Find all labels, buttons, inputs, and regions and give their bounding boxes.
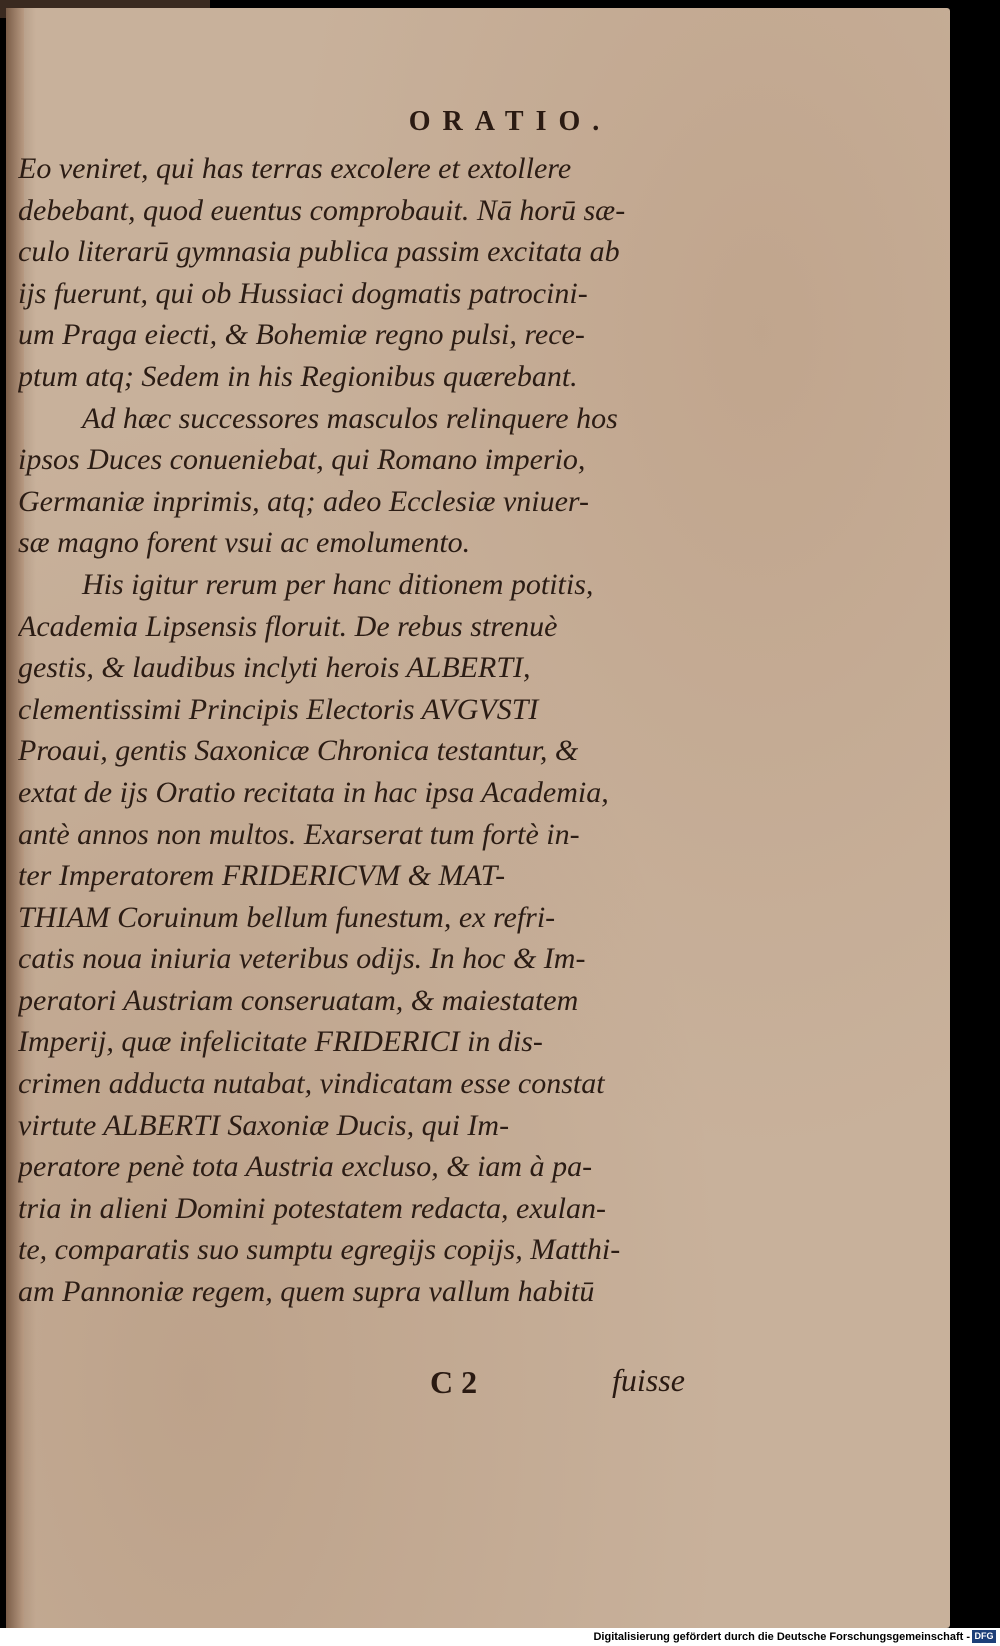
text-line: ter Imperatorem FRIDERICVM & MAT- bbox=[18, 859, 506, 893]
text-line: ipsos Duces conueniebat, qui Romano imperio, bbox=[18, 443, 586, 477]
text-line: Proaui, gentis Saxonicæ Chronica testantur, & bbox=[18, 734, 579, 768]
text-line: crimen adducta nutabat, vindicatam esse constat bbox=[18, 1067, 605, 1101]
text-line: tria in alieni Domini potestatem redacta, exulan- bbox=[18, 1191, 606, 1225]
dfg-logo: DFG bbox=[972, 1630, 996, 1643]
text-line: virtute ALBERTI Saxoniæ Ducis, qui Im- bbox=[18, 1108, 510, 1142]
text-line: catis noua iniuria veteribus odijs. In hoc & Im- bbox=[18, 942, 586, 976]
catchword: fuisse bbox=[612, 1362, 685, 1398]
text-line: debebant, quod euentus comprobauit. Nā horū sæ- bbox=[18, 193, 626, 227]
text-line: Eo veniret, qui has terras excolere et extollere bbox=[18, 152, 572, 185]
text-line: extat de ijs Oratio recitata in hac ipsa Academia, bbox=[18, 775, 609, 809]
text-line: THIAM Coruinum bellum funestum, ex refri- bbox=[18, 900, 556, 934]
text-line: clementissimi Principis Electoris AVGVSTI bbox=[18, 692, 539, 726]
text-line: Ad hæc successores masculos relinquere hos bbox=[82, 401, 618, 435]
text-line: ijs fuerunt, qui ob Hussiaci dogmatis patrocini- bbox=[18, 276, 588, 310]
text-line: sæ magno forent vsui ac emolumento. bbox=[18, 526, 471, 560]
text-line: um Praga eiecti, & Bohemiæ regno pulsi, rece- bbox=[18, 318, 585, 352]
body-text bbox=[18, 148, 694, 1313]
text-line: Germaniæ inprimis, atq; adeo Ecclesiæ vniuer- bbox=[18, 484, 589, 518]
text-line: am Pannoniæ regem, quem supra vallum habitū bbox=[18, 1275, 595, 1309]
text-line: gestis, & laudibus inclyti herois ALBERTI, bbox=[18, 651, 531, 685]
text-line: culo literarū gymnasia publica passim excitata ab bbox=[18, 235, 620, 269]
signature-mark: C 2 bbox=[430, 1364, 478, 1400]
text-line: Academia Lipsensis floruit. De rebus strenuè bbox=[18, 609, 558, 643]
running-header: ORATIO. bbox=[408, 106, 612, 137]
text-line: ptum atq; Sedem in his Regionibus quærebant. bbox=[18, 359, 578, 393]
text-line: antè annos non multos. Exarserat tum fortè in- bbox=[18, 817, 580, 851]
text-line: te, comparatis suo sumptu egregijs copijs, Matthi- bbox=[18, 1233, 621, 1267]
funding-notice: Digitalisierung gefördert durch die Deutsche Forschungsgemeinschaft - bbox=[593, 1631, 970, 1643]
text-line: Imperij, quæ infelicitate FRIDERICI in dis- bbox=[18, 1025, 543, 1059]
text-line: peratori Austriam conseruatam, & maiestatem bbox=[18, 983, 579, 1017]
text-line: peratore penè tota Austria excluso, & iam à pa- bbox=[18, 1150, 593, 1184]
text-line: His igitur rerum per hanc ditionem potitis, bbox=[82, 567, 594, 601]
